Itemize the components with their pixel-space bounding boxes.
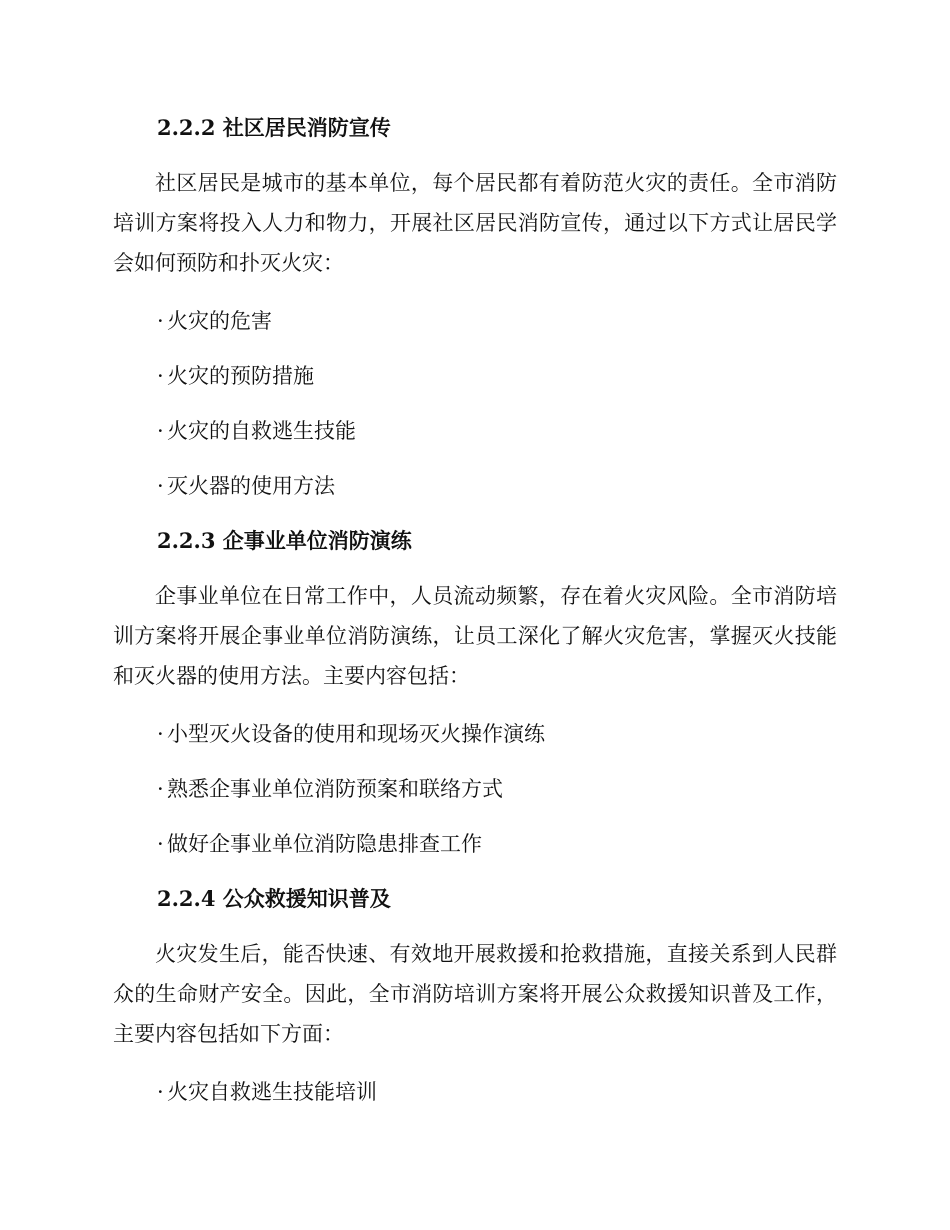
bullet-marker: · <box>157 474 164 498</box>
bullet-item <box>157 830 482 858</box>
bullet-item <box>157 472 335 500</box>
section-paragraph-2-2-3: 企事业单位在日常工作中，人员流动频繁，存在着火灾风险。全市消防培训方案将开展企事业单位消防演练，让员工深化了解火灾危害，掌握灭火技能和灭火器的使用方法。主要内容包括： <box>113 584 837 688</box>
bullet-item <box>157 775 503 803</box>
bullet-marker: · <box>157 364 164 388</box>
bullet-marker: · <box>157 777 164 801</box>
bullet-text: 小型灭火设备的使用和现场灭火操作演练 <box>167 722 545 746</box>
bullet-item <box>157 1078 377 1106</box>
bullet-item <box>157 417 356 445</box>
bullet-text: 灭火器的使用方法 <box>167 474 335 498</box>
bullet-item <box>157 307 272 335</box>
bullet-marker: · <box>157 832 164 856</box>
bullet-item <box>157 720 545 748</box>
bullet-text: 做好企事业单位消防隐患排查工作 <box>167 832 482 856</box>
bullet-marker: · <box>157 722 164 746</box>
bullet-text: 火灾的预防措施 <box>167 364 314 388</box>
section-paragraph-2-2-4: 火灾发生后，能否快速、有效地开展救援和抢救措施，直接关系到人民群众的生命财产安全。因此，全市消防培训方案将开展公众救援知识普及工作，主要内容包括如下方面： <box>113 942 837 1046</box>
bullet-marker: · <box>157 1080 164 1104</box>
section-heading-2-2-2: 2.2.2 社区居民消防宣传 <box>157 115 391 140</box>
section-paragraph-2-2-2: 社区居民是城市的基本单位，每个居民都有着防范火灾的责任。全市消防培训方案将投入人力和物力，开展社区居民消防宣传，通过以下方式让居民学会如何预防和扑灭火灾： <box>113 171 837 275</box>
bullet-text: 熟悉企事业单位消防预案和联络方式 <box>167 777 503 801</box>
bullet-marker: · <box>157 309 164 333</box>
section-heading-2-2-4: 2.2.4 公众救援知识普及 <box>157 886 391 911</box>
bullet-text: 火灾自救逃生技能培训 <box>167 1080 377 1104</box>
bullet-marker: · <box>157 419 164 443</box>
bullet-text: 火灾的危害 <box>167 309 272 333</box>
section-heading-2-2-3: 2.2.3 企事业单位消防演练 <box>157 528 412 553</box>
bullet-text: 火灾的自救逃生技能 <box>167 419 356 443</box>
bullet-item <box>157 362 314 390</box>
